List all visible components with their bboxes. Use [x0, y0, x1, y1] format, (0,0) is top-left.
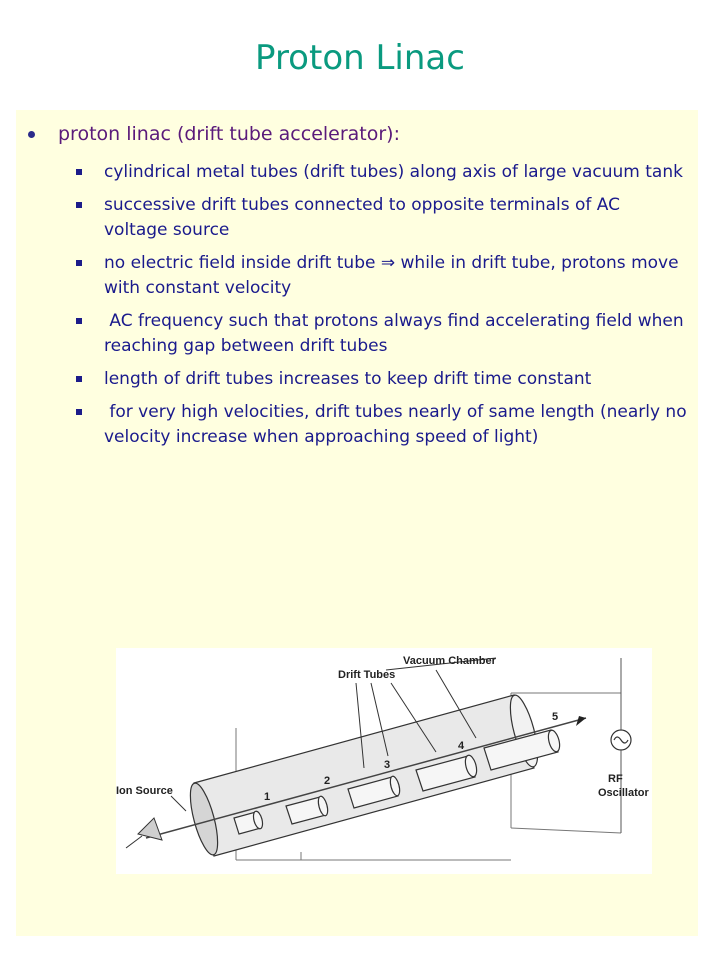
sub-bullet-text: successive drift tubes connected to opposite terminals of AC voltage source: [104, 195, 626, 240]
slide-title: Proton Linac: [255, 38, 465, 78]
tube-number-3: 3: [384, 759, 391, 771]
bullet-square-icon: [76, 169, 82, 175]
main-bullet-text: proton linac (drift tube accelerator):: [58, 123, 400, 145]
content-panel: [16, 110, 698, 936]
linac-diagram: [116, 648, 652, 874]
bullet-square-icon: [76, 260, 82, 266]
tube-number-4: 4: [458, 740, 465, 752]
oscillator-label: Oscillator: [598, 787, 649, 799]
sub-bullet-text: AC frequency such that protons always find accelerating field when reaching gap between drift tubes: [104, 311, 690, 356]
ion-source-label: Ion Source: [116, 785, 173, 797]
sub-bullet: [76, 251, 688, 301]
sub-bullet-text: for very high velocities, drift tubes nearly of same length (nearly no velocity increase when approaching speed of light): [104, 402, 693, 447]
sub-bullet: [76, 367, 688, 392]
tube-number-1: 1: [264, 791, 271, 803]
drift-tubes-label: Drift Tubes: [338, 669, 396, 681]
sub-bullet: [76, 193, 688, 243]
vacuum-chamber-label: Vacuum Chamber: [403, 655, 496, 667]
sub-bullet-list: [76, 160, 693, 458]
tube-number-2: 2: [324, 775, 331, 787]
sub-bullet-text: cylindrical metal tubes (drift tubes) along axis of large vacuum tank: [104, 162, 683, 182]
bullet-square-icon: [76, 376, 82, 382]
sub-bullet-text: length of drift tubes increases to keep drift time constant: [104, 369, 592, 389]
bullet-square-icon: [76, 318, 82, 324]
sub-bullet: [76, 309, 688, 359]
sub-bullet: [76, 160, 688, 185]
bullet-square-icon: [76, 409, 82, 415]
tube-number-5: 5: [552, 711, 559, 723]
bullet-square-icon: [76, 202, 82, 208]
bullet-dot-icon: [28, 131, 35, 138]
sub-bullet-text: no electric field inside drift tube ⇒ while in drift tube, protons move with constant velocity: [104, 253, 684, 298]
main-bullet: [28, 122, 400, 147]
rf-label: RF: [608, 773, 623, 785]
sub-bullet: [76, 400, 693, 450]
